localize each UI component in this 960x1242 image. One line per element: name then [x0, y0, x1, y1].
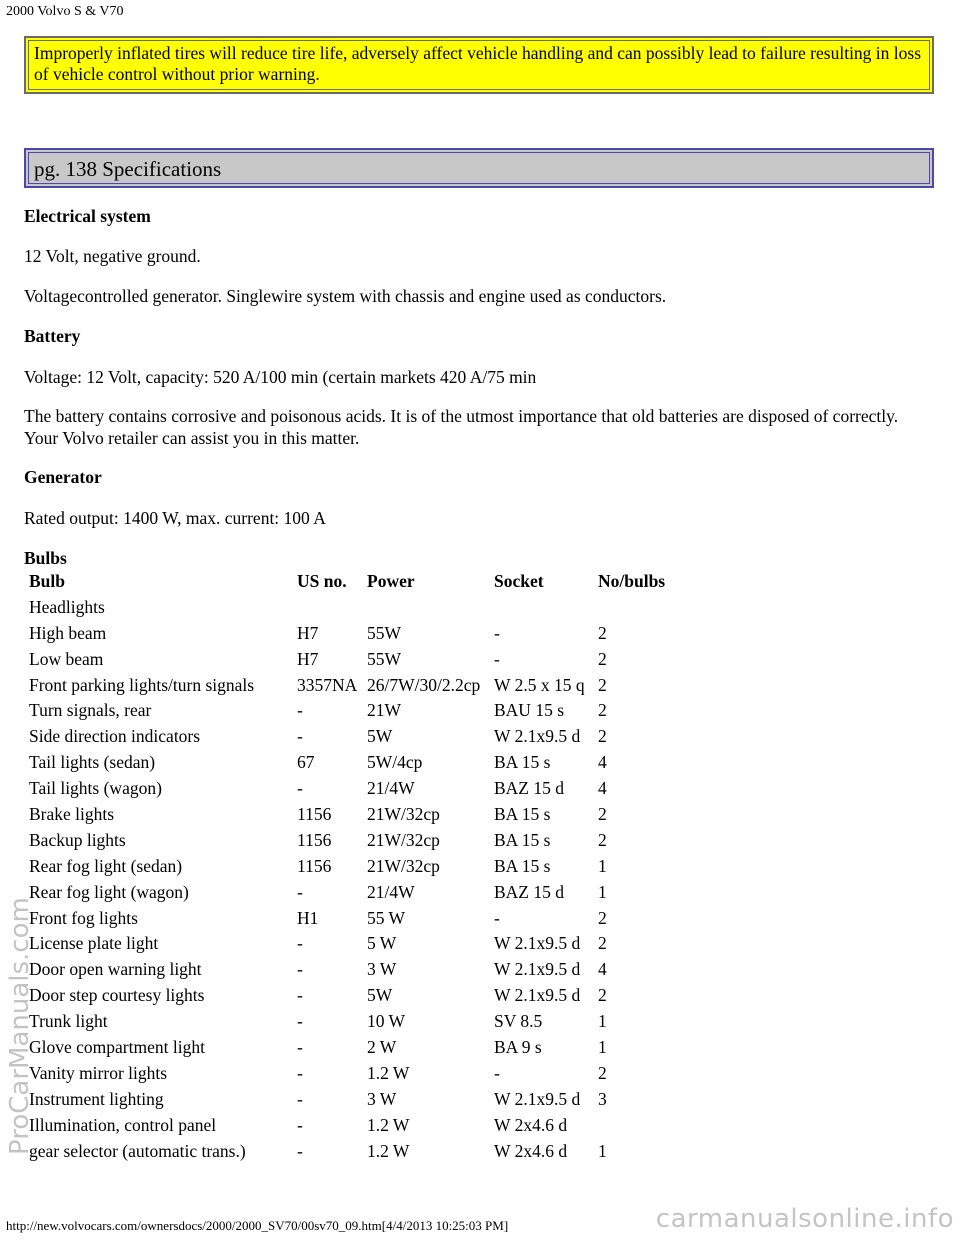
us-no-cell: 3357NA: [297, 674, 358, 695]
warning-text: Improperly inflated tires will reduce tire life, adversely affect vehicle handling and can possibly lead to failure resulting in loss of vehicle control without prior warning.: [34, 43, 922, 84]
power-cell: 21W/32cp: [367, 803, 440, 824]
socket-cell: SV 8.5: [494, 1011, 543, 1032]
socket-cell: BAU 15 s: [494, 700, 565, 721]
us-no-cell: -: [297, 726, 303, 747]
electrical-line-1: 12 Volt, negative ground.: [24, 246, 201, 266]
table-row: [26, 1034, 681, 1060]
socket-cell: BA 15 s: [494, 803, 551, 824]
us-no-cell: H7: [297, 622, 319, 643]
battery-line-2: The battery contains corrosive and poisonous acids. It is of the utmost importance that old batteries are disposed of correctly. Your Volvo retailer can assist you in this matter.: [24, 406, 899, 448]
no-bulbs-cell: [595, 594, 681, 620]
socket-cell: BA 15 s: [494, 855, 551, 876]
bulbs-table: [26, 568, 681, 1163]
socket-cell: W 2.1x9.5 d: [494, 933, 581, 954]
bulb-name-cell: High beam: [29, 622, 107, 643]
socket-cell: W 2.1x9.5 d: [494, 1088, 581, 1109]
bulb-name-cell: Trunk light: [29, 1011, 108, 1032]
power-cell: 1.2 W: [367, 1140, 410, 1161]
socket-cell: W 2.1x9.5 d: [494, 959, 581, 980]
power-cell: [364, 594, 491, 620]
power-cell: 21W/32cp: [367, 855, 440, 876]
no-bulbs-cell: 2: [598, 622, 607, 643]
table-row: [26, 801, 681, 827]
footer-brand-watermark: carmanualsonline.info: [655, 1204, 954, 1234]
table-row: [26, 672, 681, 698]
table-row: [26, 930, 681, 956]
us-no-cell: H7: [297, 648, 319, 669]
bulb-name-cell: Brake lights: [29, 803, 115, 824]
power-cell: 55 W: [367, 907, 406, 928]
no-bulbs-cell: 2: [598, 803, 607, 824]
power-cell: 3 W: [367, 1088, 397, 1109]
bulbs-heading: Bulbs: [24, 548, 67, 568]
power-cell: 5 W: [367, 933, 397, 954]
table-row: [26, 827, 681, 853]
no-bulbs-cell: 1: [598, 855, 607, 876]
socket-cell: W 2.5 x 15 q: [494, 674, 585, 695]
socket-cell: -: [494, 907, 500, 928]
power-cell: 21W: [367, 700, 402, 721]
us-no-cell: -: [297, 1114, 303, 1135]
socket-cell: BA 9 s: [494, 1036, 542, 1057]
power-cell: 55W: [367, 622, 402, 643]
no-bulbs-cell: 2: [598, 933, 607, 954]
power-cell: 5W/4cp: [367, 752, 423, 773]
no-bulbs-cell: [595, 1112, 681, 1138]
power-cell: 1.2 W: [367, 1062, 410, 1083]
battery-line-1: Voltage: 12 Volt, capacity: 520 A/100 min (certain markets 420 A/75 min: [24, 367, 537, 387]
bulb-name-cell: Door step courtesy lights: [29, 985, 205, 1006]
socket-cell: -: [494, 1062, 500, 1083]
power-cell: 5W: [367, 985, 393, 1006]
us-no-cell: 1156: [297, 803, 332, 824]
socket-cell: BAZ 15 d: [494, 881, 564, 902]
no-bulbs-cell: 2: [598, 726, 607, 747]
socket-cell: [491, 594, 595, 620]
section-title: pg. 138 Specifications: [34, 157, 222, 181]
us-no-cell: 1156: [297, 829, 332, 850]
us-no-cell: -: [297, 881, 303, 902]
socket-cell: BAZ 15 d: [494, 778, 564, 799]
table-row: [26, 1086, 681, 1112]
no-bulbs-cell: 3: [598, 1088, 607, 1109]
no-bulbs-cell: 1: [598, 1140, 607, 1161]
bulb-name-cell: Rear fog light (sedan): [29, 855, 183, 876]
power-cell: 1.2 W: [367, 1114, 410, 1135]
bulb-name-cell: Rear fog light (wagon): [29, 881, 189, 902]
us-no-cell: -: [297, 1036, 303, 1057]
bulb-name-cell: Vanity mirror lights: [29, 1062, 168, 1083]
power-cell: 3 W: [367, 959, 397, 980]
power-cell: 26/7W/30/2.2cp: [367, 674, 481, 695]
electrical-line-2: Voltagecontrolled generator. Singlewire system with chassis and engine used as conductors.: [24, 286, 667, 306]
column-header-power: Power: [367, 570, 415, 591]
generator-line-1: Rated output: 1400 W, max. current: 100 A: [24, 508, 326, 528]
us-no-cell: H1: [297, 907, 319, 928]
us-no-cell: -: [297, 985, 303, 1006]
side-watermark: ProCarManuals.com: [5, 897, 35, 1155]
bulb-name-cell: Side direction indicators: [29, 726, 201, 747]
section-title-bar: [24, 148, 934, 188]
table-row: [26, 1112, 681, 1138]
power-cell: 21/4W: [367, 778, 415, 799]
bulb-name-cell: Front fog lights: [29, 907, 138, 928]
table-row: [26, 749, 681, 775]
bulbs-table-body: [26, 594, 681, 1164]
no-bulbs-cell: 2: [598, 1062, 607, 1083]
bulb-name-cell: Front parking lights/turn signals: [29, 674, 255, 695]
us-no-cell: -: [297, 1011, 303, 1032]
bulb-name-cell: gear selector (automatic trans.): [29, 1140, 246, 1161]
power-cell: 21/4W: [367, 881, 415, 902]
table-row: [26, 646, 681, 672]
no-bulbs-cell: 4: [598, 959, 607, 980]
table-row: [26, 594, 681, 620]
footer-url: http://new.volvocars.com/ownersdocs/2000/2000_SV70/00sv70_09.htm[4/4/2013 10:25:03 PM]: [6, 1218, 509, 1233]
socket-cell: -: [494, 648, 500, 669]
no-bulbs-cell: 2: [598, 674, 607, 695]
no-bulbs-cell: 1: [598, 1011, 607, 1032]
us-no-cell: -: [297, 959, 303, 980]
table-row: [26, 723, 681, 749]
battery-heading: Battery: [24, 326, 81, 346]
no-bulbs-cell: 2: [598, 907, 607, 928]
socket-cell: W 2x4.6 d: [494, 1114, 568, 1135]
bulb-name-cell: Turn signals, rear: [29, 700, 152, 721]
power-cell: 55W: [367, 648, 402, 669]
table-row: [26, 956, 681, 982]
socket-cell: -: [494, 622, 500, 643]
bulb-name-cell: Tail lights (wagon): [29, 778, 162, 799]
us-no-cell: -: [297, 1140, 303, 1161]
bulb-name-cell: Illumination, control panel: [29, 1114, 217, 1135]
document-header-title: 2000 Volvo S & V70: [6, 4, 124, 19]
no-bulbs-cell: 4: [598, 752, 607, 773]
socket-cell: BA 15 s: [494, 752, 551, 773]
table-row: [26, 879, 681, 905]
us-no-cell: -: [297, 1062, 303, 1083]
no-bulbs-cell: 4: [598, 778, 607, 799]
table-row: [26, 1060, 681, 1086]
warning-box: [24, 36, 934, 94]
socket-cell: W 2.1x9.5 d: [494, 726, 581, 747]
power-cell: 10 W: [367, 1011, 406, 1032]
bulb-name-cell: Door open warning light: [29, 959, 202, 980]
table-row: [26, 1008, 681, 1034]
bulb-name-cell: Low beam: [29, 648, 104, 669]
no-bulbs-cell: 1: [598, 881, 607, 902]
no-bulbs-cell: 2: [598, 700, 607, 721]
us-no-cell: -: [297, 933, 303, 954]
us-no-cell: [294, 594, 364, 620]
socket-cell: W 2.1x9.5 d: [494, 985, 581, 1006]
us-no-cell: 67: [297, 752, 315, 773]
socket-cell: BA 15 s: [494, 829, 551, 850]
table-row: [26, 1138, 681, 1164]
us-no-cell: -: [297, 1088, 303, 1109]
bulb-name-cell: License plate light: [29, 933, 159, 954]
us-no-cell: -: [297, 778, 303, 799]
us-no-cell: 1156: [297, 855, 332, 876]
no-bulbs-cell: 1: [598, 1036, 607, 1057]
column-header-us-no: US no.: [297, 570, 347, 591]
no-bulbs-cell: 2: [598, 985, 607, 1006]
column-header-no-bulbs: No/bulbs: [598, 570, 666, 591]
no-bulbs-cell: 2: [598, 829, 607, 850]
table-row: [26, 620, 681, 646]
generator-heading: Generator: [24, 467, 102, 487]
table-row: [26, 905, 681, 931]
power-cell: 2 W: [367, 1036, 397, 1057]
bulb-name-cell: Backup lights: [29, 829, 126, 850]
power-cell: 21W/32cp: [367, 829, 440, 850]
electrical-heading: Electrical system: [24, 206, 151, 226]
no-bulbs-cell: 2: [598, 648, 607, 669]
us-no-cell: -: [297, 700, 303, 721]
socket-cell: W 2x4.6 d: [494, 1140, 568, 1161]
table-row: [26, 775, 681, 801]
bulb-name-cell: Instrument lighting: [29, 1088, 164, 1109]
bulbs-table-header-row: [26, 568, 681, 594]
bulb-name-cell: Headlights: [29, 596, 105, 617]
column-header-bulb: Bulb: [29, 570, 65, 591]
table-row: [26, 697, 681, 723]
table-row: [26, 853, 681, 879]
bulb-name-cell: Glove compartment light: [29, 1036, 205, 1057]
column-header-socket: Socket: [494, 570, 544, 591]
bulb-name-cell: Tail lights (sedan): [29, 752, 156, 773]
power-cell: 5W: [367, 726, 393, 747]
table-row: [26, 982, 681, 1008]
